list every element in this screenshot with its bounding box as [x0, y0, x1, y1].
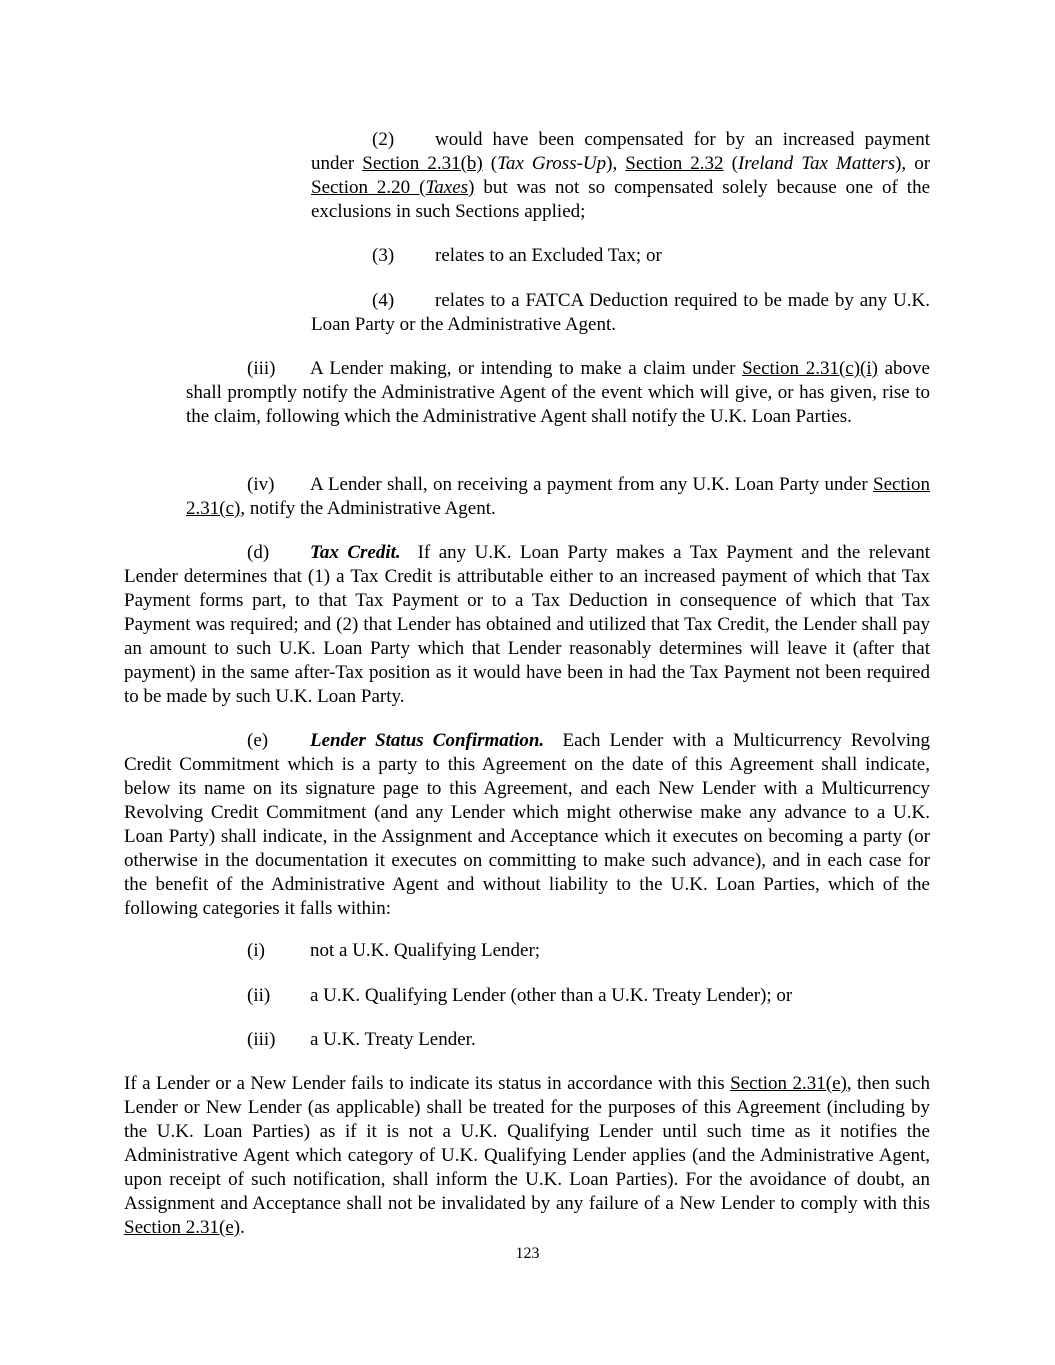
clause-number: (4): [372, 290, 395, 311]
section-reference: Section 2.31(e): [730, 1073, 847, 1094]
section-reference: Section 2.31(c)(i): [742, 358, 878, 379]
section-reference: Section 2.31(e): [124, 1217, 241, 1238]
clause-2: (2) would have been compensated for by an increased payment under Section 2.31(b) (Tax Gross-Up), Section 2.32 (Ireland Tax Matters), or Section 2.20 (Taxes) but was not so compensated solely because one of the exclusions in such Sections applied;: [311, 129, 931, 222]
clause-number: (d): [247, 542, 270, 563]
category-number: (i): [247, 940, 265, 961]
clause-3: (3) relates to an Excluded Tax; or: [372, 245, 662, 266]
category-item: (ii) a U.K. Qualifying Lender (other than a U.K. Treaty Lender); or: [247, 985, 793, 1006]
closing-paragraph: If a Lender or a New Lender fails to indicate its status in accordance with this Section 2.31(e), then such Lender or New Lender (as applicable) shall be treated for the purposes of this Agreement (including by the U.K. Loan Parties) as if it is not a U.K. Qualifying Lender until such time as it notifies the Administrative Agent which category of U.K. Qualifying Lender applies (and the Administrative Agent, upon receipt of such notification, shall inform the U.K. Loan Parties). For the avoidance of doubt, an Assignment and Acceptance shall not be invalidated by any failure of a New Lender to comply with this Section 2.31(e).: [124, 1073, 930, 1238]
clause-number: (iii): [247, 358, 276, 379]
category-number: (ii): [247, 985, 271, 1006]
page-number: 123: [515, 1245, 540, 1262]
clause-d-tax-credit: (d) Tax Credit. If any U.K. Loan Party makes a Tax Payment and the relevant Lender determines that (1) a Tax Credit is attributable either to an increased payment of which that Tax Payment forms part, to that Tax Payment or to a Tax Deduction in consequence of which that Tax Payment was required; and (2) that Lender has obtained and utilized that Tax Credit, the Lender shall pay an amount to such U.K. Loan Party which that Lender reasonably determines will leave it (after that payment) in the same after-Tax position as it would have been in had the Tax Payment not been required to be made by such U.K. Loan Party.: [124, 542, 931, 707]
clause-number: (3): [372, 245, 395, 266]
clause-e-lender-status: (e) Lender Status Confirmation. Each Lender with a Multicurrency Revolving Credit Commitment which is a party to this Agreement on the date of this Agreement shall indicate, below its name on its signature page to this Agreement, and each New Lender with a Multicurrency Revolving Credit Commitment (and any Lender which might otherwise make any advance to a U.K. Loan Party) shall indicate, in the Assignment and Acceptance which it executes on becoming a party (or otherwise in the documentation it executes on committing to make such advance), and in each case for the benefit of the Administrative Agent and without liability to the U.K. Loan Parties, which of the following categories it falls within:: [124, 730, 930, 919]
clause-iv: (iv) A Lender shall, on receiving a payment from any U.K. Loan Party under Section 2.31(c), notify the Administrative Agent.: [186, 474, 930, 519]
clause-heading: Lender Status Confirmation.: [310, 730, 545, 751]
clause-number: (iv): [247, 474, 275, 495]
category-item: (iii) a U.K. Treaty Lender.: [247, 1029, 476, 1050]
clause-iii: (iii) A Lender making, or intending to make a claim under Section 2.31(c)(i) above shall promptly notify the Administrative Agent of the event which will give, or has given, rise to the claim, following which the Administrative Agent shall notify the U.K. Loan Parties.: [186, 358, 930, 427]
section-reference: Section 2.20 (Taxes): [311, 177, 475, 198]
section-reference: Section 2.32: [625, 153, 724, 174]
category-number: (iii): [247, 1029, 276, 1050]
category-item: (i) not a U.K. Qualifying Lender;: [247, 940, 541, 961]
clause-number: (e): [247, 730, 269, 751]
section-reference: Section 2.31(b): [362, 153, 483, 174]
clause-4: (4) relates to a FATCA Deduction required to be made by any U.K. Loan Party or the Administrative Agent.: [311, 290, 930, 335]
section-reference: Section 2.31(c): [186, 474, 930, 519]
clause-number: (2): [372, 129, 395, 150]
clause-heading: Tax Credit.: [310, 542, 401, 563]
